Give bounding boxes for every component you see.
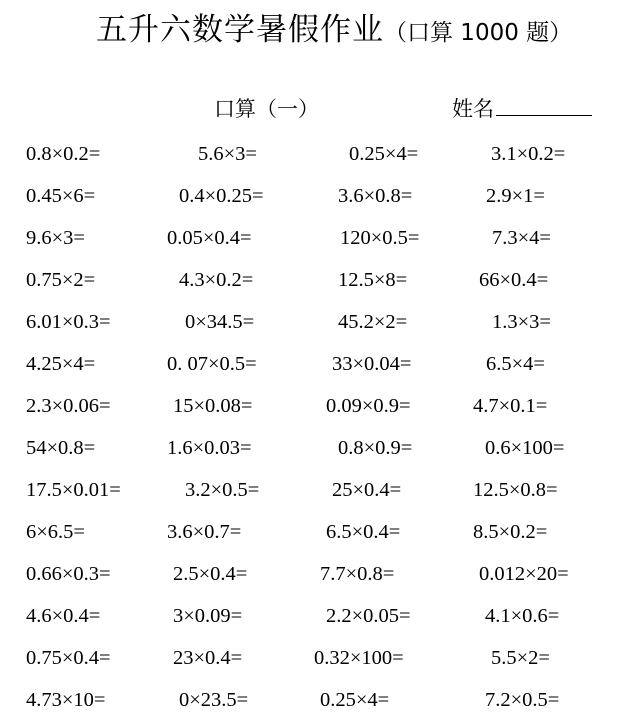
math-problem: 45.2×2=	[338, 311, 408, 333]
math-problem: 120×0.5=	[340, 227, 420, 249]
worksheet-title-main: 五升六数学暑假作业	[96, 12, 384, 48]
math-problem: 25×0.4=	[332, 479, 402, 501]
math-problem: 0.75×2=	[26, 269, 96, 291]
math-problem: 15×0.08=	[173, 395, 253, 417]
math-problem: 4.7×0.1=	[473, 395, 548, 417]
math-problem: 3×0.09=	[173, 605, 243, 627]
math-problem: 6.01×0.3=	[26, 311, 111, 333]
math-problem: 7.7×0.8=	[320, 563, 395, 585]
math-problem: 5.6×3=	[198, 143, 257, 165]
math-problem: 3.1×0.2=	[491, 143, 566, 165]
math-problem: 9.6×3=	[26, 227, 85, 249]
math-problem: 23×0.4=	[173, 647, 243, 669]
math-problem: 6.5×0.4=	[326, 521, 401, 543]
math-problem: 0.45×6=	[26, 185, 96, 207]
math-problem: 0.25×4=	[349, 143, 419, 165]
name-label: 姓名	[452, 97, 494, 121]
math-problem: 0.66×0.3=	[26, 563, 111, 585]
math-problem: 2.3×0.06=	[26, 395, 111, 417]
math-problem: 5.5×2=	[491, 647, 550, 669]
math-problem: 66×0.4=	[479, 269, 549, 291]
math-problem: 4.3×0.2=	[179, 269, 254, 291]
math-problem: 2.9×1=	[486, 185, 545, 207]
math-problem: 17.5×0.01=	[26, 479, 121, 501]
math-problem: 33×0.04=	[332, 353, 412, 375]
math-problem: 3.2×0.5=	[185, 479, 260, 501]
worksheet-title	[96, 4, 572, 49]
math-problem: 4.25×4=	[26, 353, 96, 375]
math-problem: 0.25×4=	[320, 689, 390, 711]
math-problem: 0×23.5=	[179, 689, 249, 711]
math-problem: 0.4×0.25=	[179, 185, 264, 207]
math-problem: 4.73×10=	[26, 689, 106, 711]
math-problem: 2.2×0.05=	[326, 605, 411, 627]
math-problem: 54×0.8=	[26, 437, 96, 459]
math-problem: 0.012×20=	[479, 563, 569, 585]
math-problem: 3.6×0.8=	[338, 185, 413, 207]
math-problem: 6.5×4=	[486, 353, 545, 375]
math-problem: 0. 07×0.5=	[167, 353, 257, 375]
math-problem: 12.5×0.8=	[473, 479, 558, 501]
math-problem: 4.6×0.4=	[26, 605, 101, 627]
math-problem: 0.75×0.4=	[26, 647, 111, 669]
math-problem: 0.6×100=	[485, 437, 565, 459]
math-problem: 7.2×0.5=	[485, 689, 560, 711]
name-field	[452, 93, 592, 123]
math-problem: 0.8×0.2=	[26, 143, 101, 165]
math-problem: 0.32×100=	[314, 647, 404, 669]
name-blank-line	[496, 97, 592, 116]
math-problem: 0.8×0.9=	[338, 437, 413, 459]
math-problem: 0.05×0.4=	[167, 227, 252, 249]
math-problem: 12.5×8=	[338, 269, 408, 291]
math-problem: 6×6.5=	[26, 521, 85, 543]
math-problem: 1.6×0.03=	[167, 437, 252, 459]
math-problem: 4.1×0.6=	[485, 605, 560, 627]
math-problem: 8.5×0.2=	[473, 521, 548, 543]
math-problem: 7.3×4=	[492, 227, 551, 249]
math-problem: 0.09×0.9=	[326, 395, 411, 417]
section-title: 口算（一）	[214, 97, 319, 121]
math-problem: 0×34.5=	[185, 311, 255, 333]
math-problem: 3.6×0.7=	[167, 521, 242, 543]
math-problem: 2.5×0.4=	[173, 563, 248, 585]
worksheet-title-subtitle: （口算 1000 题）	[384, 20, 573, 46]
math-problem: 1.3×3=	[492, 311, 551, 333]
